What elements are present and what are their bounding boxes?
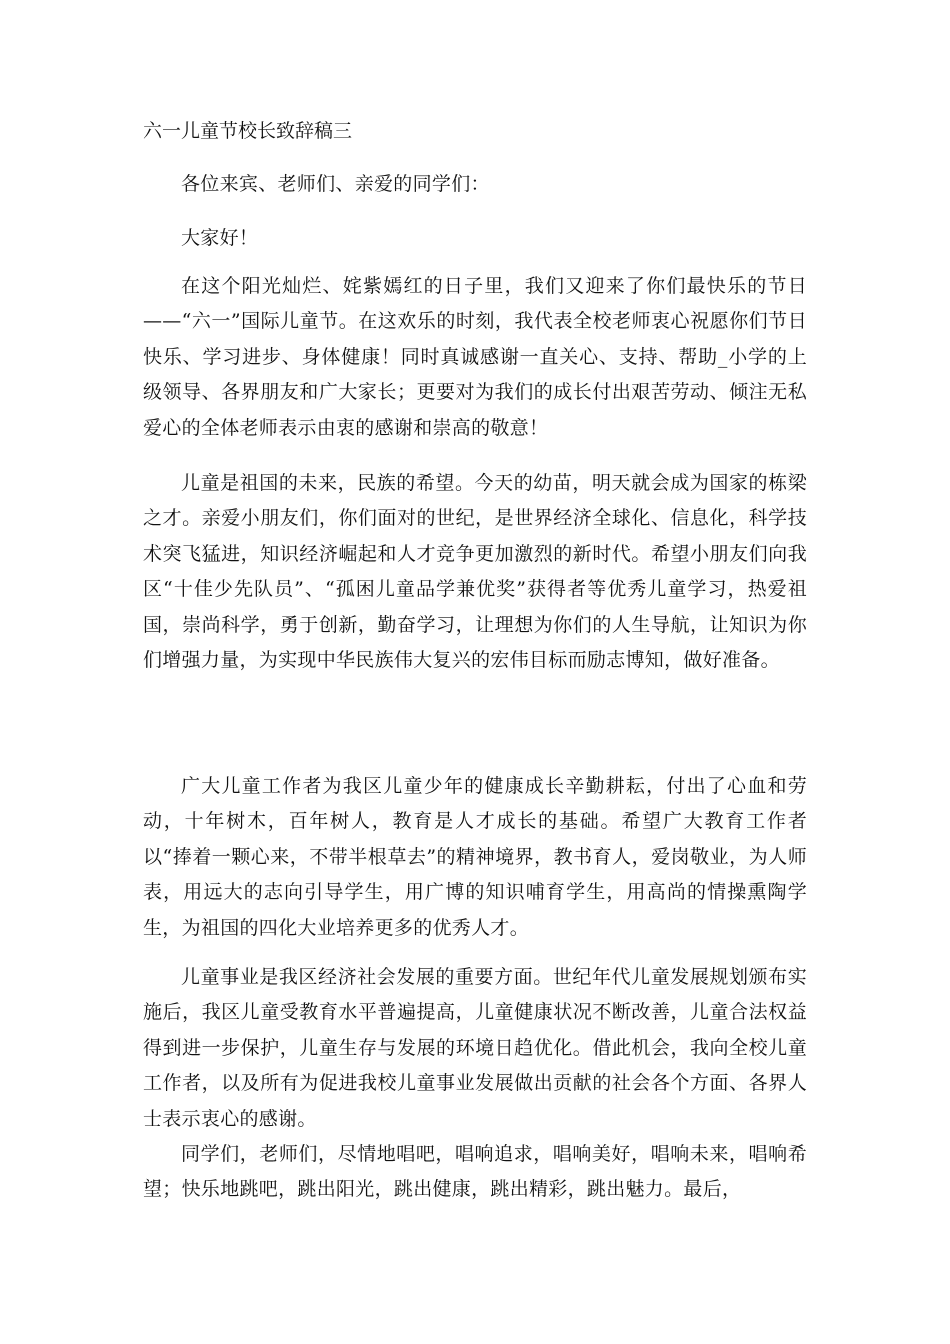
paragraph-3: 广大儿童工作者为我区儿童少年的健康成长辛勤耕耘，付出了心血和劳动，十年树木，百年树人，教育是人才成长的基础。希望广大教育工作者以“捧着一颗心来，不带半根草去”的精神境界，教书育人，爱岗敬业，为人师表，用远大的志向引导学生，用广博的知识哺育学生，用高尚的情操熏陶学生，为祖国的四化大业培养更多的优秀人才。	[143, 775, 807, 939]
paragraph-5: 同学们，老师们，尽情地唱吧，唱响追求，唱响美好，唱响未来，唱响希望；快乐地跳吧，跳出阳光，跳出健康，跳出精彩，跳出魅力。最后，	[143, 1143, 807, 1201]
paragraph-1: 在这个阳光灿烂、姹紫嫣红的日子里，我们又迎来了你们最快乐的节日——“六一”国际儿童节。在这欢乐的时刻，我代表全校老师衷心祝愿你们节日快乐、学习进步、身体健康！同时真诚感谢一直关心、支持、帮助_小学的上级领导、各界朋友和广大家长；更要对为我们的成长付出艰苦劳动、倾注无私爱心的全体老师表示由衷的感谢和崇高的敬意！	[143, 275, 807, 439]
salutation: 各位来宾、老师们、亲爱的同学们：	[181, 173, 490, 195]
paragraph-2: 儿童是祖国的未来，民族的希望。今天的幼苗，明天就会成为国家的栋梁之才。亲爱小朋友们，你们面对的世纪，是世界经济全球化、信息化，科学技术突飞猛进，知识经济崛起和人才竞争更加激烈的新时代。希望小朋友们向我区“十佳少先队员”、“孤困儿童品学兼优奖”获得者等优秀儿童学习，热爱祖国，崇尚科学，勇于创新，勤奋学习，让理想为你们的人生导航，让知识为你们增强力量，为实现中华民族伟大复兴的宏伟目标而励志博知，做好准备。	[143, 472, 807, 672]
greeting: 大家好！	[181, 227, 259, 249]
document-title: 六一儿童节校长致辞稿三	[143, 120, 353, 142]
paragraph-4: 儿童事业是我区经济社会发展的重要方面。世纪年代儿童发展规划颁布实施后，我区儿童受教育水平普遍提高，儿童健康状况不断改善，儿童合法权益得到进一步保护，儿童生存与发展的环境日趋优化。借此机会，我向全校儿童工作者，以及所有为促进我校儿童事业发展做出贡献的社会各个方面、各界人士表示衷心的感谢。	[143, 966, 807, 1130]
